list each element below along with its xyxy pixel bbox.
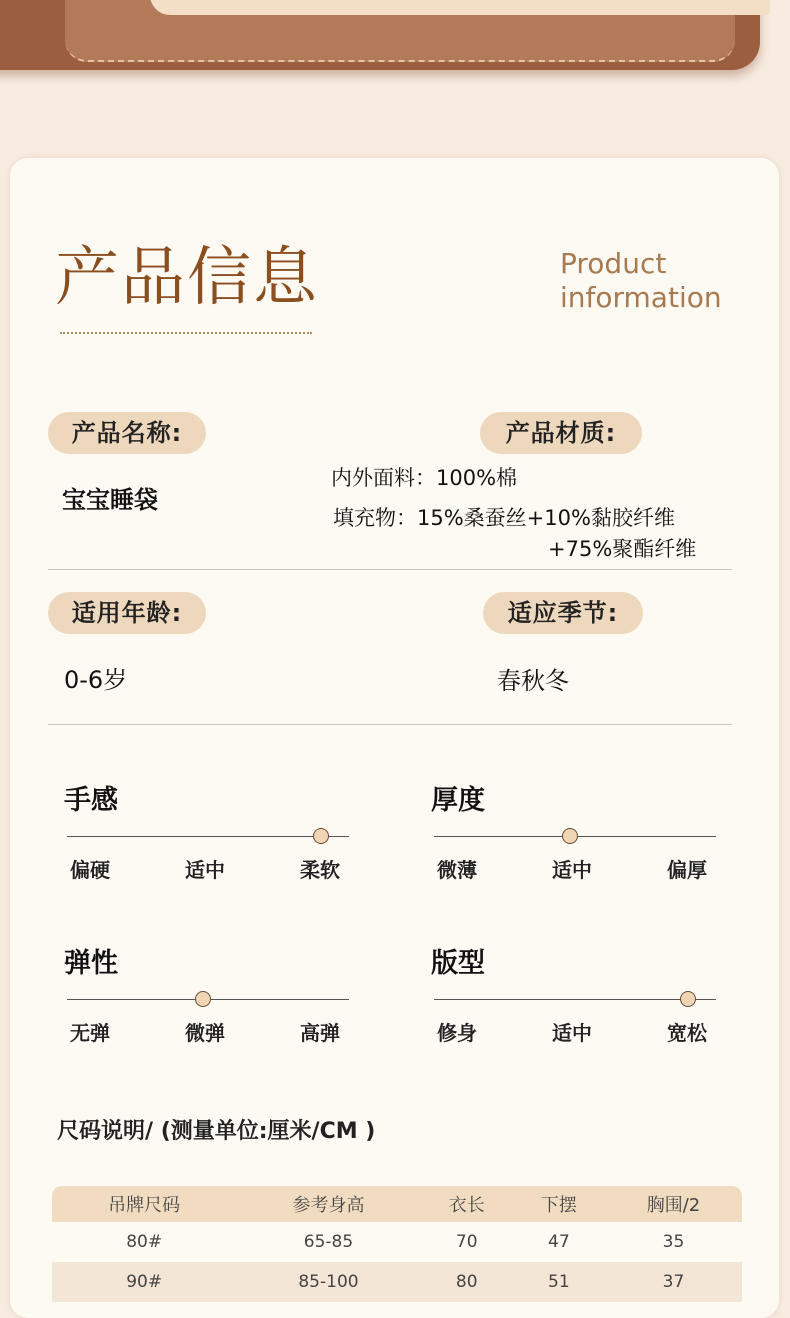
size-cell: 80	[421, 1262, 513, 1302]
age-label-pill: 适用年龄:	[48, 592, 206, 634]
title-en-line1: Product	[560, 247, 667, 280]
scale-knob	[562, 828, 578, 844]
name-value: 宝宝睡袋	[62, 486, 158, 514]
scale-label: 偏硬	[70, 858, 110, 882]
attribute-title: 厚度	[431, 785, 485, 816]
size-table-header: 胸围/2	[605, 1186, 742, 1222]
page-title-english	[560, 247, 722, 315]
scale-label: 偏厚	[667, 858, 707, 882]
size-cell: 51	[513, 1262, 605, 1302]
scale-label: 适中	[552, 1021, 592, 1045]
scale-track	[67, 836, 349, 837]
title-en-line2: information	[560, 281, 722, 314]
size-cell: 65-85	[236, 1222, 420, 1262]
scale-label: 微弹	[185, 1021, 225, 1045]
scale-track	[434, 999, 716, 1000]
name-label-pill: 产品名称:	[48, 412, 206, 454]
table-row	[52, 1222, 742, 1262]
size-cell: 90#	[52, 1262, 236, 1302]
scale-label: 宽松	[667, 1021, 707, 1045]
scale-knob	[313, 828, 329, 844]
attribute-title: 手感	[64, 785, 118, 816]
size-table-header: 衣长	[421, 1186, 513, 1222]
size-cell: 80#	[52, 1222, 236, 1262]
scale-label: 无弹	[70, 1021, 110, 1045]
size-note: 尺码说明/ (测量单位:厘米/CM )	[57, 1119, 376, 1144]
scale-knob	[195, 991, 211, 1007]
scale-label: 高弹	[300, 1021, 340, 1045]
scale-label: 微薄	[437, 858, 477, 882]
size-table	[52, 1186, 742, 1302]
top-decorative-board	[0, 0, 760, 70]
size-table-header: 下摆	[513, 1186, 605, 1222]
season-value: 春秋冬	[497, 667, 569, 695]
age-value: 0-6岁	[64, 666, 128, 694]
material-filling-cont: +75%聚酯纤维	[548, 537, 697, 561]
scale-label: 修身	[437, 1021, 477, 1045]
size-cell: 85-100	[236, 1262, 420, 1302]
scale-label: 适中	[552, 858, 592, 882]
scale-label: 柔软	[300, 858, 340, 882]
scale-knob	[680, 991, 696, 1007]
attribute-title: 版型	[431, 948, 485, 979]
table-row	[52, 1262, 742, 1302]
size-cell: 37	[605, 1262, 742, 1302]
size-cell: 35	[605, 1222, 742, 1262]
size-cell: 70	[421, 1222, 513, 1262]
material-label-pill: 产品材质:	[480, 412, 642, 454]
size-table-header: 参考身高	[236, 1186, 420, 1222]
board-paper	[150, 0, 770, 15]
size-table-header: 吊牌尺码	[52, 1186, 236, 1222]
material-filling: 填充物：15%桑蚕丝+10%黏胶纤维	[333, 506, 675, 530]
scale-label: 适中	[185, 858, 225, 882]
title-dotted-underline	[60, 332, 312, 334]
season-label-pill: 适应季节:	[483, 592, 643, 634]
divider	[48, 569, 732, 570]
divider	[48, 724, 732, 725]
page-title: 产品信息	[55, 241, 319, 315]
size-table-header-row	[52, 1186, 742, 1222]
material-fabric: 内外面料：100%棉	[331, 466, 518, 490]
size-cell: 47	[513, 1222, 605, 1262]
attribute-title: 弹性	[64, 948, 118, 979]
